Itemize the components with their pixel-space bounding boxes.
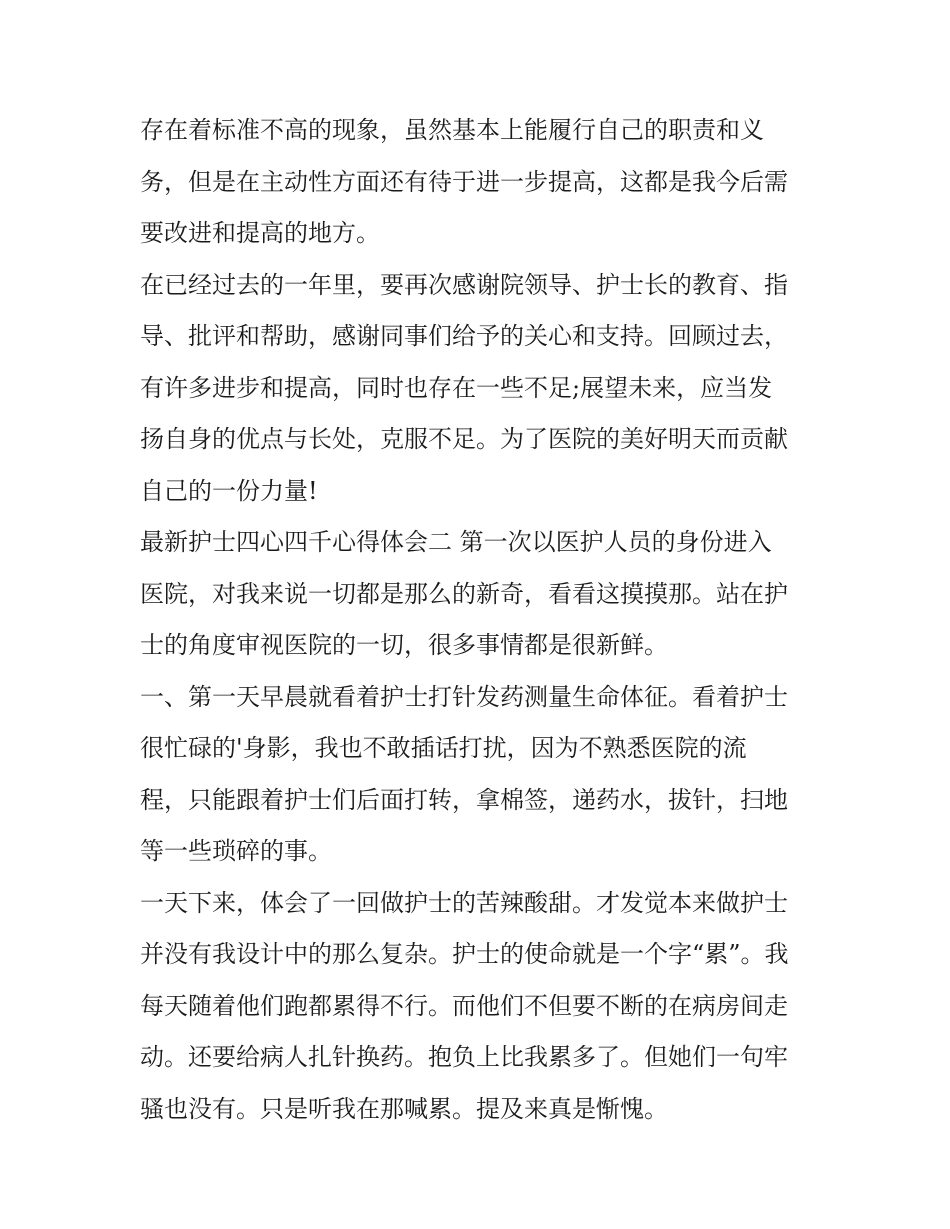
text-line: 程，只能跟着护士们后面打转，拿棉签，递药水，拔针，扫地 <box>140 785 788 814</box>
text-line: 一天下来，体会了一回做护士的苦辣酸甜。才发觉本来做护士 <box>140 888 788 917</box>
text-line: 导、批评和帮助，感谢同事们给予的关心和支持。回顾过去， <box>140 322 788 350</box>
text-line: 很忙碌的'身影，我也不敢插话打扰，因为不熟悉医院的流 <box>140 734 747 762</box>
text-line: 自己的一份力量! <box>140 476 318 505</box>
text-line: 扬自身的优点与长处，克服不足。为了医院的美好明天而贡献 <box>140 425 788 453</box>
text-line: 医院，对我来说一切都是那么的新奇，看看这摸摸那。站在护 <box>140 579 788 608</box>
text-line: 存在着标准不高的现象，虽然基本上能履行自己的职责和义 <box>140 116 764 144</box>
document-body <box>140 105 830 1135</box>
text-line: 有许多进步和提高，同时也存在一些不足;展望未来，应当发 <box>140 373 773 402</box>
text-line: 动。还要给病人扎针换药。抱负上比我累多了。但她们一句牢 <box>140 1043 788 1071</box>
text-line: 一、第一天早晨就看着护士打针发药测量生命体征。看着护士 <box>140 682 788 711</box>
text-line: 最新护士四心四千心得体会二 第一次以医护人员的身份进入 <box>140 528 772 556</box>
text-line: 要改进和提高的地方。 <box>140 219 380 247</box>
text-line: 在已经过去的一年里，要再次感谢院领导、护士长的教育、指 <box>140 270 788 299</box>
text-line: 并没有我设计中的那么复杂。护士的使命就是一个字“累”。我 <box>140 940 789 968</box>
text-line: 每天随着他们跑都累得不行。而他们不但要不断的在病房间走 <box>140 991 788 1020</box>
text-line: 骚也没有。只是听我在那喊累。提及来真是惭愧。 <box>140 1094 668 1123</box>
text-line: 务，但是在主动性方面还有待于进一步提高，这都是我今后需 <box>140 167 788 196</box>
text-line: 士的角度审视医院的一切，很多事情都是很新鲜。 <box>140 631 668 659</box>
text-line: 等一些琐碎的事。 <box>140 837 332 865</box>
